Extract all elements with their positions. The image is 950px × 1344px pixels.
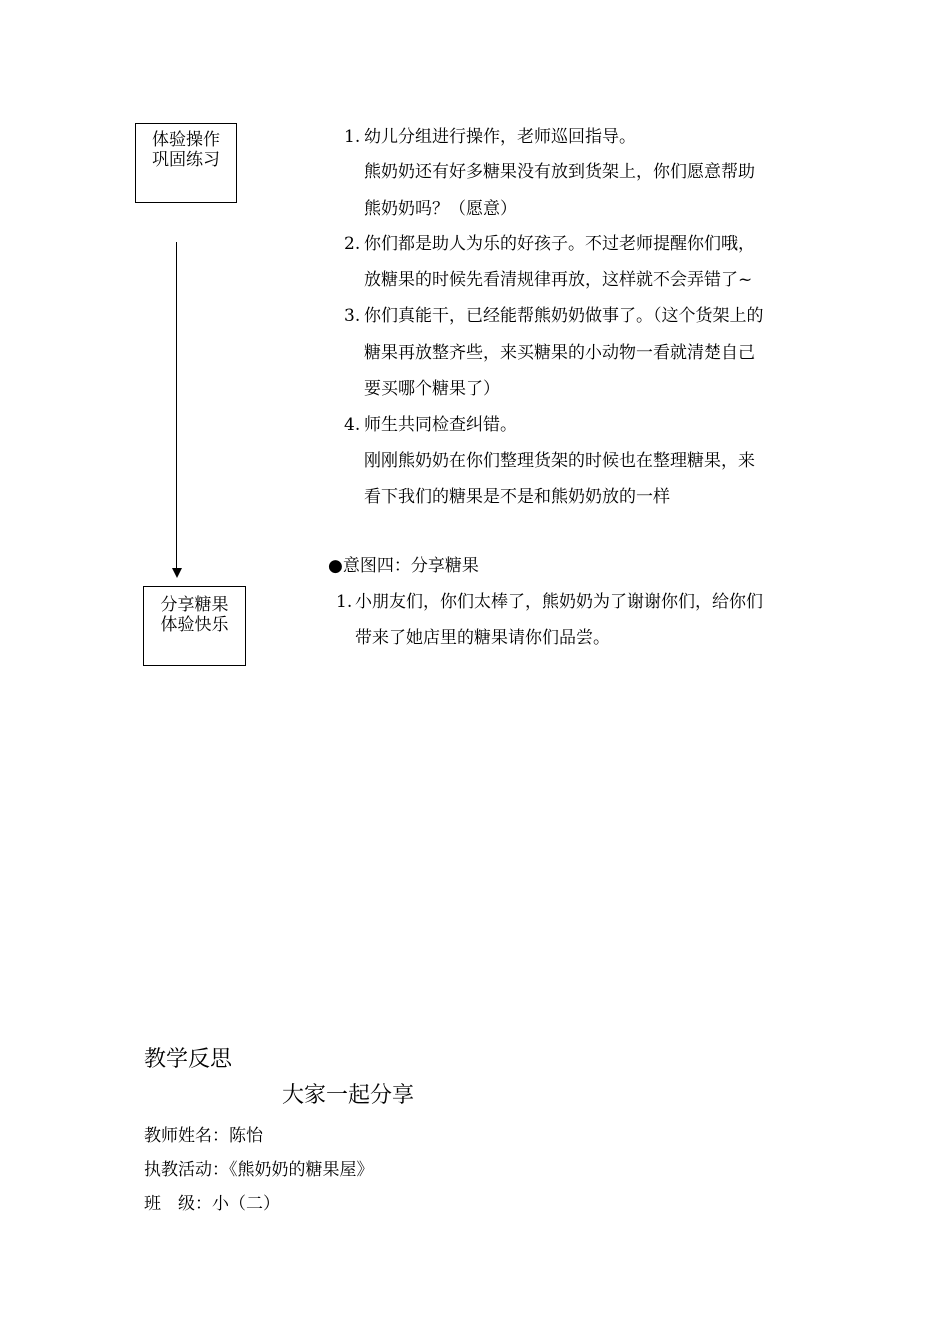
step-box-line: 体验操作: [152, 130, 220, 150]
step-box-line: 体验快乐: [160, 615, 229, 635]
list-item-text: 刚刚熊奶奶在你们整理货架的时候也在整理糖果，来: [364, 451, 755, 471]
list-item-text: 带来了她店里的糖果请你们品尝。: [355, 628, 610, 648]
teacher-name: 教师姓名：陈怡: [144, 1126, 263, 1146]
page-subtitle: 大家一起分享: [282, 1083, 415, 1108]
list-item-text: 看下我们的糖果是不是和熊奶奶放的一样: [364, 487, 670, 507]
list-item-number: 3.: [344, 306, 361, 326]
page-title: 教学反思: [144, 1047, 233, 1072]
list-item-text: 放糖果的时候先看清规律再放，这样就不会弄错了~: [364, 270, 753, 290]
class-name: 班 级：小（二）: [144, 1194, 280, 1214]
list-item-text: 熊奶奶还有好多糖果没有放到货架上，你们愿意帮助: [364, 162, 755, 182]
list-item-text: 要买哪个糖果了）: [364, 379, 500, 399]
step-box-line: 分享糖果: [160, 595, 229, 615]
list-item-text: 你们都是助人为乐的好孩子。不过老师提醒你们哦，: [364, 234, 755, 254]
flow-arrow-head: [172, 568, 182, 578]
activity-name: 执教活动：《熊奶奶的糖果屋》: [144, 1160, 374, 1180]
list-item-text: 师生共同检查纠错。: [364, 415, 517, 435]
list-item-text: 幼儿分组进行操作，老师巡回指导。: [364, 127, 636, 147]
list-item-text: 小朋友们，你们太棒了，熊奶奶为了谢谢你们，给你们: [355, 592, 763, 612]
step-box-line: 巩固练习: [152, 150, 220, 170]
list-item-number: 1.: [344, 127, 361, 147]
list-item-text: 糖果再放整齐些，来买糖果的小动物一看就清楚自己: [364, 343, 755, 363]
section-heading: ●意图四：分享糖果: [328, 556, 479, 576]
flow-arrow-line: [176, 242, 177, 568]
step-box-share: [143, 586, 246, 666]
list-item-text: 你们真能干，已经能帮熊奶奶做事了。（这个货架上的: [364, 306, 764, 326]
list-item-number: 1.: [336, 592, 353, 612]
list-item-number: 4.: [344, 415, 361, 435]
list-item-text: 熊奶奶吗？（愿意）: [364, 199, 517, 219]
list-item-number: 2.: [344, 234, 361, 254]
step-box-practice: [135, 123, 237, 203]
